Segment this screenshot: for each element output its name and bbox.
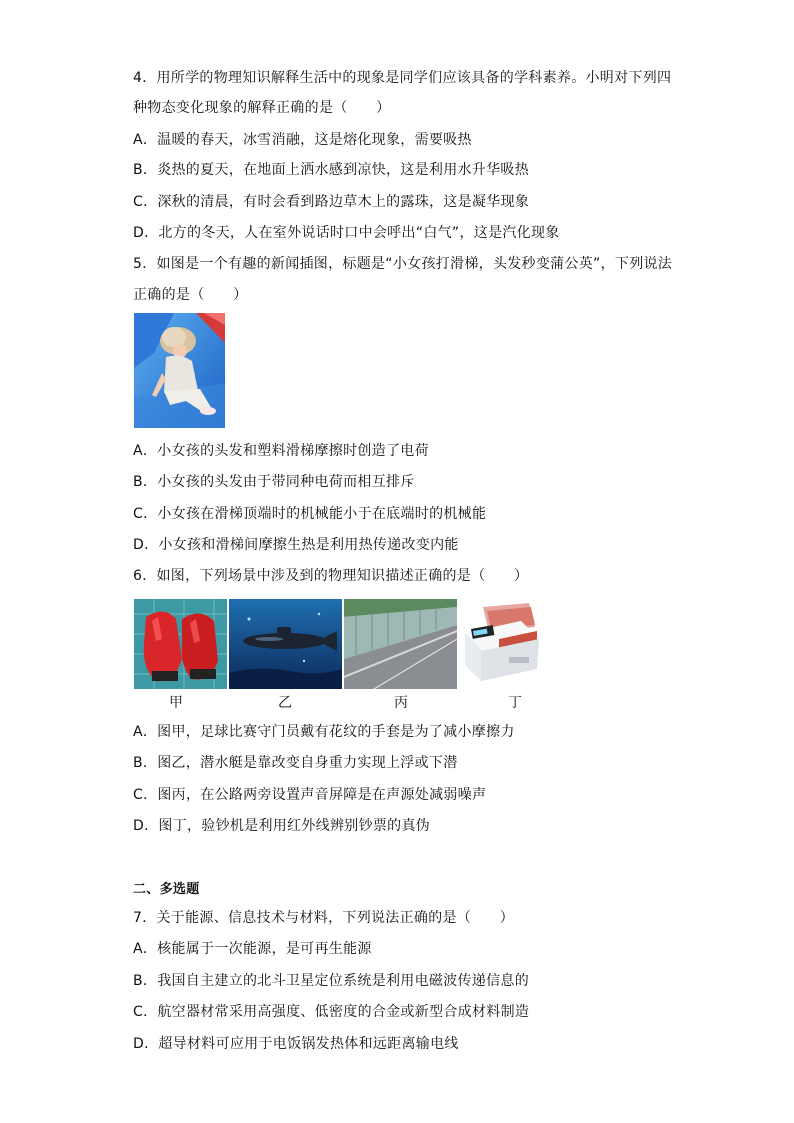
q6-option-b: B．图乙，潜水艇是靠改变自身重力实现上浮或下潜 xyxy=(133,755,458,771)
q7-option-a: A．核能属于一次能源，是可再生能源 xyxy=(133,941,372,957)
caption-bing: 丙 xyxy=(394,695,408,711)
q5-option-c: C．小女孩在滑梯顶端时的机械能小于在底端时的机械能 xyxy=(133,506,487,522)
q5-stem-line1: 5．如图是一个有趣的新闻插图，标题是“小女孩打滑梯，头发秒变蒲公英”，下列说法 xyxy=(133,256,673,272)
q7-option-d: D．超导材料可应用于电饭锅发热体和远距离输电线 xyxy=(133,1036,459,1052)
goalkeeper-gloves-photo xyxy=(134,599,227,689)
q4-option-a: A．温暖的春天，冰雪消融，这是熔化现象，需要吸热 xyxy=(133,132,472,148)
caption-jia: 甲 xyxy=(169,695,183,711)
q7-option-b: B．我国自主建立的北斗卫星定位系统是利用电磁波传递信息的 xyxy=(133,973,530,989)
q4-option-c: C．深秋的清晨，有时会看到路边草木上的露珠，这是凝华现象 xyxy=(133,194,530,210)
q4-stem-line2: 种物态变化现象的解释正确的是（ ） xyxy=(133,100,391,116)
q5-option-a: A．小女孩的头发和塑料滑梯摩擦时创造了电荷 xyxy=(133,443,429,459)
noise-barrier-road-photo xyxy=(344,599,457,689)
girl-on-slide-photo xyxy=(134,313,225,428)
q5-option-b: B．小女孩的头发由于带同种电荷而相互排斥 xyxy=(133,474,415,490)
money-counter-photo xyxy=(459,599,542,689)
q5-option-d: D．小女孩和滑梯间摩擦生热是利用热传递改变内能 xyxy=(133,537,459,553)
caption-yi: 乙 xyxy=(278,695,292,711)
section-title-multi-choice: 二、多选题 xyxy=(133,882,200,897)
q6-stem: 6．如图，下列场景中涉及到的物理知识描述正确的是（ ） xyxy=(133,568,529,584)
q4-option-d: D．北方的冬天，人在室外说话时口中会呼出“白气”，这是汽化现象 xyxy=(133,225,560,241)
caption-ding: 丁 xyxy=(508,695,522,711)
q4-stem-line1: 4．用所学的物理知识解释生活中的现象是同学们应该具备的学科素养。小明对下列四 xyxy=(133,70,672,86)
q6-option-a: A．图甲，足球比赛守门员戴有花纹的手套是为了减小摩擦力 xyxy=(133,724,515,740)
q5-stem-line2: 正确的是（ ） xyxy=(133,287,248,303)
submarine-photo xyxy=(229,599,342,689)
q6-option-c: C．图丙，在公路两旁设置声音屏障是在声源处减弱噪声 xyxy=(133,787,487,803)
q4-option-b: B．炎热的夏天，在地面上洒水感到凉快，这是利用水升华吸热 xyxy=(133,162,530,178)
q7-stem: 7．关于能源、信息技术与材料，下列说法正确的是（ ） xyxy=(133,910,515,926)
q6-option-d: D．图丁，验钞机是利用红外线辨别钞票的真伪 xyxy=(133,818,431,834)
q7-option-c: C．航空器材常采用高强度、低密度的合金或新型合成材料制造 xyxy=(133,1004,530,1020)
